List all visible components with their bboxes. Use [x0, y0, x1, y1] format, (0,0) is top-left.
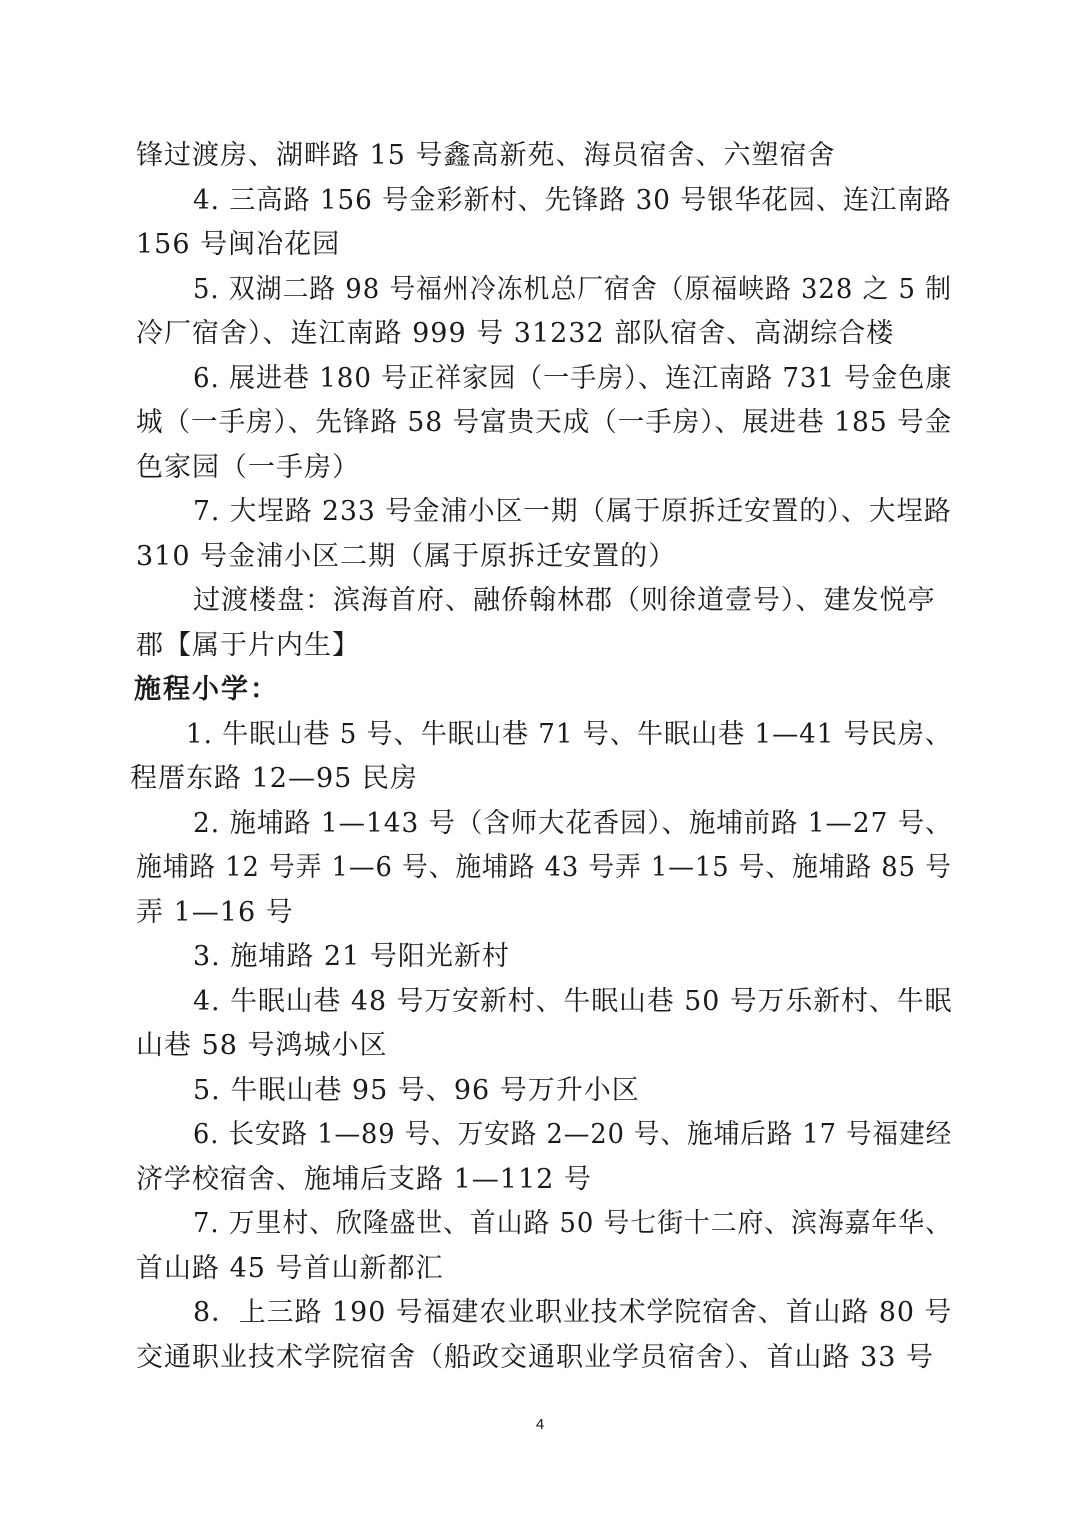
text-line: 城（一手房）、先锋路 58 号富贵天成（一手房）、展进巷 185 号金 — [136, 407, 953, 438]
text-line: 6. 展进巷 180 号正祥家园（一手房）、连江南路 731 号金色康 — [193, 363, 953, 394]
text-line: 冷厂宿舍）、连江南路 999 号 31232 部队宿舍、高湖综合楼 — [136, 318, 895, 349]
text-line: 8．上三路 190 号福建农业职业技术学院宿舍、首山路 80 号 — [193, 1297, 953, 1328]
text-line: 5. 牛眠山巷 95 号、96 号万升小区 — [193, 1075, 640, 1106]
text-line: 交通职业技术学院宿舍（船政交通职业学员宿舍）、首山路 33 号 — [136, 1342, 935, 1373]
text-line: 4. 牛眠山巷 48 号万安新村、牛眠山巷 50 号万乐新村、牛眠 — [193, 986, 953, 1017]
text-line: 2. 施埔路 1—143 号（含师大花香园）、施埔前路 1—27 号、 — [193, 808, 953, 839]
text-line: 156 号闽冶花园 — [136, 229, 341, 260]
text-line: 锋过渡房、湖畔路 15 号鑫高新苑、海员宿舍、六塑宿舍 — [136, 140, 836, 171]
text-line: 程厝东路 12—95 民房 — [130, 763, 418, 794]
text-line: 济学校宿舍、施埔后支路 1—112 号 — [136, 1164, 592, 1195]
text-line: 6. 长安路 1—89 号、万安路 2—20 号、施埔后路 17 号福建经 — [193, 1119, 953, 1150]
section-heading: 施程小学： — [134, 674, 279, 705]
text-line: 5. 双湖二路 98 号福州冷冻机总厂宿舍（原福峡路 328 之 5 制 — [193, 274, 952, 305]
text-line: 首山路 45 号首山新都汇 — [136, 1253, 444, 1284]
text-line: 弄 1—16 号 — [136, 897, 294, 928]
text-line: 色家园（一手房） — [136, 452, 360, 483]
text-line: 施埔路 12 号弄 1—6 号、施埔路 43 号弄 1—15 号、施埔路 85 号 — [136, 852, 952, 883]
text-line: 过渡楼盘：滨海首府、融侨翰林郡（则徐道壹号）、建发悦亭 — [193, 585, 936, 616]
page-number: 4 — [535, 1416, 545, 1433]
text-line: 1. 牛眠山巷 5 号、牛眠山巷 71 号、牛眠山巷 1—41 号民房、 — [186, 719, 952, 750]
text-line: 310 号金浦小区二期（属于原拆迁安置的） — [136, 541, 677, 572]
text-line: 3. 施埔路 21 号阳光新村 — [193, 941, 510, 972]
text-line: 7. 大埕路 233 号金浦小区一期（属于原拆迁安置的）、大埕路 — [193, 496, 952, 527]
text-line: 郡【属于片内生】 — [136, 630, 360, 661]
text-line: 山巷 58 号鸿城小区 — [136, 1030, 388, 1061]
text-line: 4. 三高路 156 号金彩新村、先锋路 30 号银华花园、连江南路 — [193, 185, 952, 216]
text-line: 7. 万里村、欣隆盛世、首山路 50 号七街十二府、滨海嘉年华、 — [193, 1208, 952, 1239]
